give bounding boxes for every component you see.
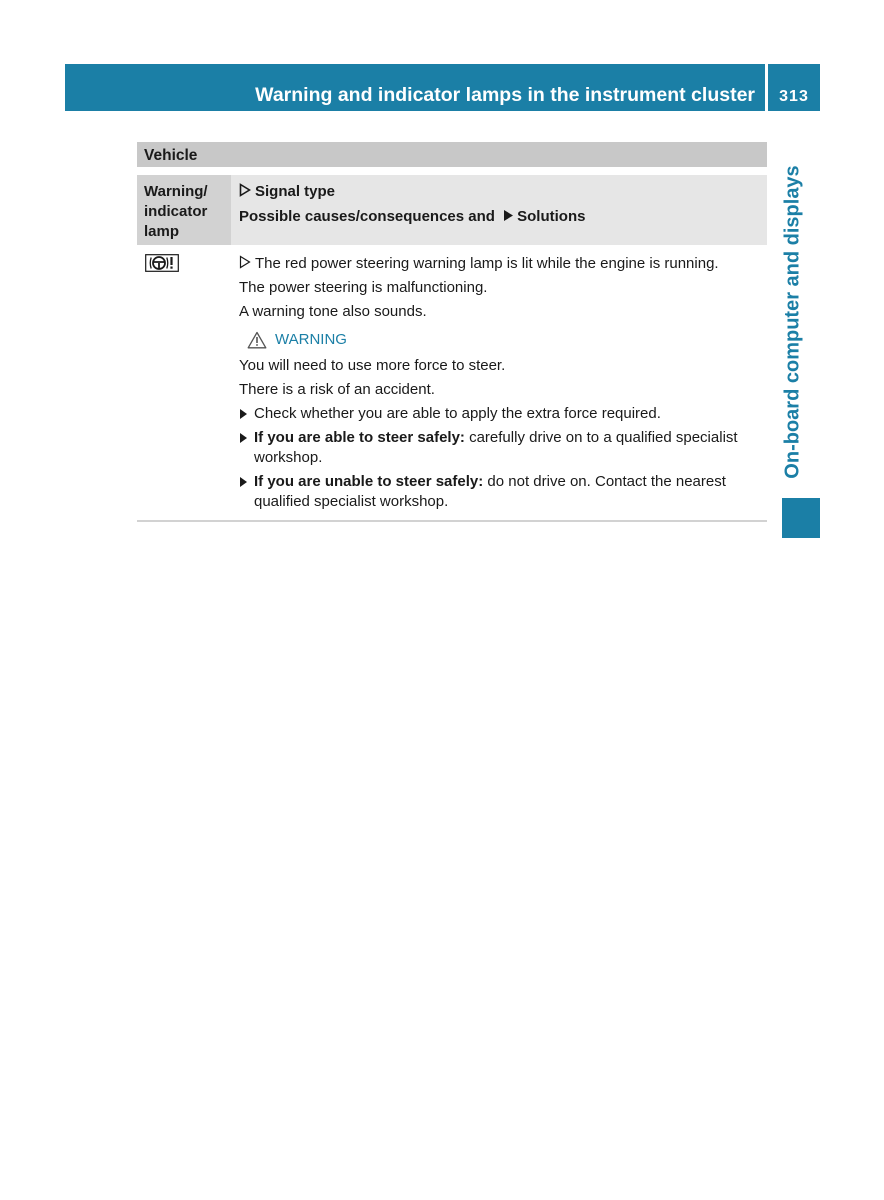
section-header — [137, 142, 767, 167]
lamp-heading-line: indicator — [144, 203, 208, 220]
page-title: Warning and indicator lamps in the instrument cluster — [255, 84, 755, 106]
step-arrow-icon — [240, 477, 247, 487]
signal-type-label: Signal type — [255, 183, 336, 200]
lamp-heading-line: Warning/ — [144, 183, 208, 200]
instruction-step — [239, 472, 767, 512]
description-cell — [239, 254, 767, 516]
step-condition: If you are able to steer safely: — [254, 429, 465, 446]
signal-type-heading — [239, 183, 335, 200]
table-header-description — [231, 175, 767, 245]
table-bottom-rule — [137, 520, 767, 522]
causes-label: Possible causes/consequences and — [239, 208, 495, 225]
lamp-heading-line: lamp — [144, 223, 180, 240]
warning-text: You will need to use more force to steer. — [239, 357, 506, 374]
step-text: do not drive on. Contact the nearest qualified specialist workshop. — [254, 473, 726, 510]
page-number: 313 — [779, 88, 809, 105]
signal-triangle-icon — [239, 255, 251, 269]
side-tab-label: On-board computer and displays — [781, 165, 804, 479]
warning-text: There is a risk of an accident. — [239, 381, 435, 398]
step-condition: If you are unable to steer safely: — [254, 473, 484, 490]
page-number-box — [768, 64, 820, 111]
step-text: carefully drive on to a qualified specialist workshop. — [254, 429, 738, 466]
solutions-label: Solutions — [517, 208, 586, 225]
signal-text: The red power steering warning lamp is lit while the engine is running. — [255, 255, 719, 272]
cause-text: The power steering is malfunctioning. — [239, 279, 488, 296]
warning-label: WARNING — [275, 331, 347, 348]
step-arrow-icon — [240, 433, 247, 443]
signal-description — [239, 254, 767, 274]
causes-solutions-heading — [239, 208, 585, 225]
lamp-column-heading — [144, 182, 208, 242]
signal-triangle-icon — [239, 183, 251, 197]
consequence-text: A warning tone also sounds. — [239, 303, 427, 320]
instruction-step — [239, 428, 767, 468]
instruction-step — [239, 404, 767, 424]
table-header-lamp — [137, 175, 231, 245]
warning-heading — [247, 330, 767, 350]
solution-arrow-icon — [503, 209, 514, 222]
section-title: Vehicle — [144, 147, 198, 164]
side-tab-marker — [782, 498, 820, 538]
power-steering-warning-lamp-icon — [145, 254, 179, 272]
warning-triangle-icon — [247, 331, 267, 349]
header-bar — [65, 64, 765, 111]
step-arrow-icon — [240, 409, 247, 419]
step-text: Check whether you are able to apply the extra force required. — [254, 405, 661, 422]
